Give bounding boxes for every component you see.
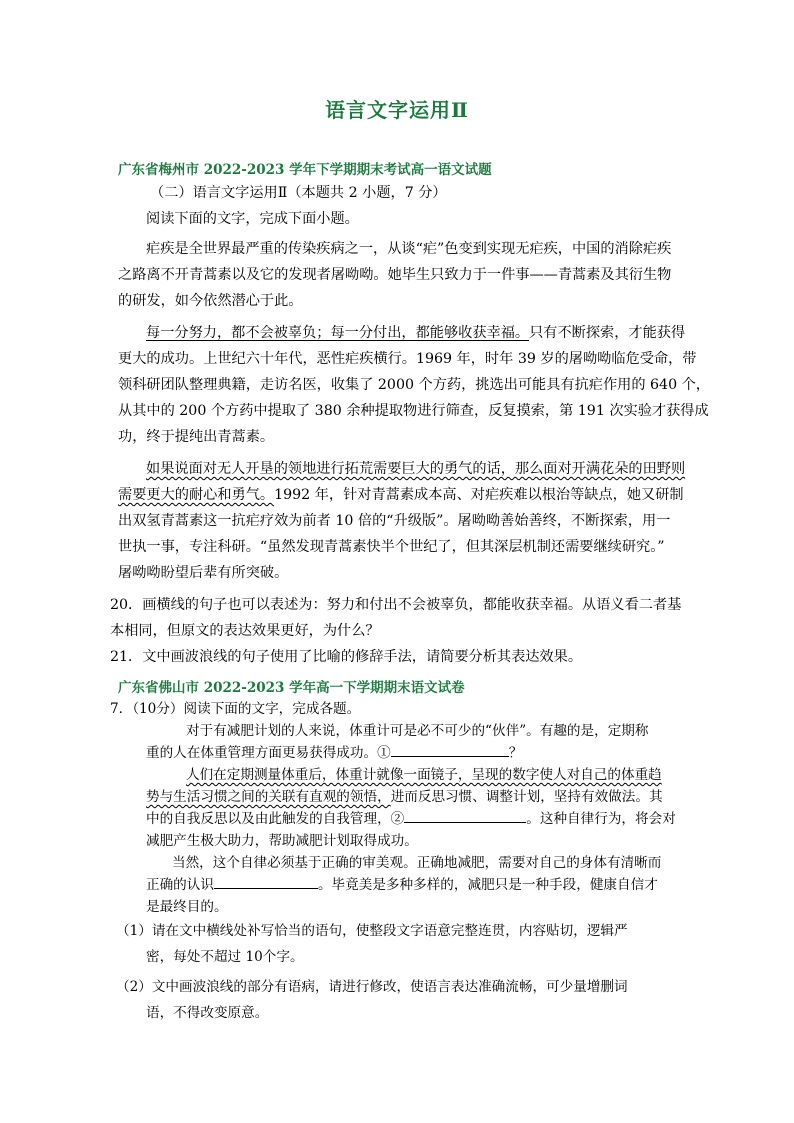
passage-line: 屠呦呦盼望后辈有所突破。 — [118, 565, 289, 581]
question-20-cont: 本相同，但原文的表达效果更好，为什么？ — [110, 623, 380, 639]
passage-line: 出双氢青蒿素这一抗疟疗效为前者 10 倍的“升级版”。屠呦呦善始善终，不断探索，用一 — [118, 513, 671, 529]
answer-blank-1[interactable] — [391, 742, 509, 757]
underlined-sentence: 每一分努力，都不会被辜负；每一分付出，都能够收获幸福。 — [146, 325, 530, 341]
passage-line — [186, 764, 746, 786]
sub-question-1: （1）请在文中横线处补写恰当的语句，使整段文字语意完整连贯，内容贴切，逻辑严 — [116, 923, 628, 939]
passage-line: 需要更大的耐心和勇气。1992 年，针对青蒿素成本高、对疟疾难以根治等缺点，她又研制 — [118, 487, 684, 503]
passage-line: 势与生活习惯之间的关联有直观的领悟，进而反思习惯、调整计划，坚持有效做法。其 — [146, 789, 663, 805]
passage-line: 功，终于提纯出青蒿素。 — [118, 429, 275, 445]
wavy-sentence: 人们在定期测量体重后，体重计就像一面镜子，呈现的数字使人对自己的体重趋 — [186, 767, 662, 783]
answer-blank-2[interactable] — [404, 808, 526, 823]
passage-line: 领科研团队整理典籍，走访名医，收集了 2000 个方药，挑选出可能具有抗疟作用的 640 个， — [118, 377, 710, 393]
wavy-sentence: 需要更大的耐心和勇气。 — [118, 487, 275, 503]
passage-line: 中的自我反思以及由此触发的自我管理，② 。这种自律行为，将会对 — [146, 808, 706, 830]
passage-line: 从其中的 200 个方药中提取了 380 余种提取物进行筛查，反复摸索，第 191 次实验才获得成 — [118, 403, 709, 419]
passage-line: 的研发，如今依然潜心于此。 — [118, 293, 303, 309]
passage-line: 之路离不开青蒿素以及它的发现者屠呦呦。她毕生只致力于一件事——青蒿素及其衍生物 — [118, 267, 672, 283]
question-7: 7．（10分）阅读下面的文字，完成各题。 — [110, 701, 361, 717]
passage-line: 正确的认识 。毕竟美是多种多样的，减肥只是一种手段，健康自信才 — [146, 874, 706, 896]
source-heading-meizhou: 广东省梅州市 2022-2023 学年下学期期末考试高一语文试题 — [118, 162, 492, 178]
passage-line: 是最终目的。 — [146, 899, 228, 915]
passage-line: 世执一事，专注科研。“虽然发现青蒿素快半个世纪了，但其深层机制还需要继续研究。” — [118, 539, 665, 555]
question-20: 20．画横线的句子也可以表述为：努力和付出不会被辜负，都能收获幸福。从语义看二者基 — [110, 597, 682, 613]
passage-line: 重的人在体重管理方面更易获得成功。① ？ — [146, 742, 706, 764]
sub-question-1-cont: 密，每处不超过 10个字。 — [146, 949, 304, 965]
wavy-sentence: 势与生活习惯之间的关联有直观的领悟， — [146, 789, 391, 805]
wavy-sentence: 如果说面对无人开垦的领地进行拓荒需要巨大的勇气的话，那么面对开满花朵的田野则 — [146, 461, 686, 477]
document-title: 语言文字运用Ⅱ — [325, 98, 469, 122]
answer-blank-3[interactable] — [214, 874, 318, 889]
question-21: 21．文中画波浪线的句子使用了比喻的修辞手法，请简要分析其表达效果。 — [110, 649, 583, 665]
passage-line: 对于有减肥计划的人来说，体重计可是必不可少的“伙伴”。有趣的是，定期称 — [186, 723, 649, 739]
question-group-heading: （二）语言文字运用Ⅱ（本题共 2 小题，7 分） — [150, 185, 447, 201]
sub-question-2-cont: 语，不得改变原意。 — [146, 1005, 269, 1021]
sub-question-2: （2）文中画波浪线的部分有语病，请进行修改，使语言表达准确流畅，可少量增删词 — [116, 979, 628, 995]
passage-line: 疟疾是全世界最严重的传染疾病之一，从谈“疟”色变到实现无疟疾，中国的消除疟疾 — [146, 241, 672, 257]
source-heading-foshan: 广东省佛山市 2022-2023 学年高一下学期期末语文试卷 — [118, 680, 465, 696]
passage-line: 更大的成功。上世纪六十年代，恶性疟疾横行。1969 年，时年 39 岁的屠呦呦临危受命，带 — [118, 351, 697, 367]
passage-line — [146, 456, 706, 482]
passage-line: 减肥产生极大助力，帮助减肥计划取得成功。 — [146, 833, 418, 849]
passage-line: 每一分努力，都不会被辜负；每一分付出，都能够收获幸福。只有不断探索，才能获得 — [146, 325, 686, 341]
reading-instruction: 阅读下面的文字，完成下面小题。 — [146, 211, 359, 227]
passage-line: 当然，这个自律必须基于正确的审美观。正确地减肥，需要对自己的身体有清晰而 — [172, 855, 662, 871]
